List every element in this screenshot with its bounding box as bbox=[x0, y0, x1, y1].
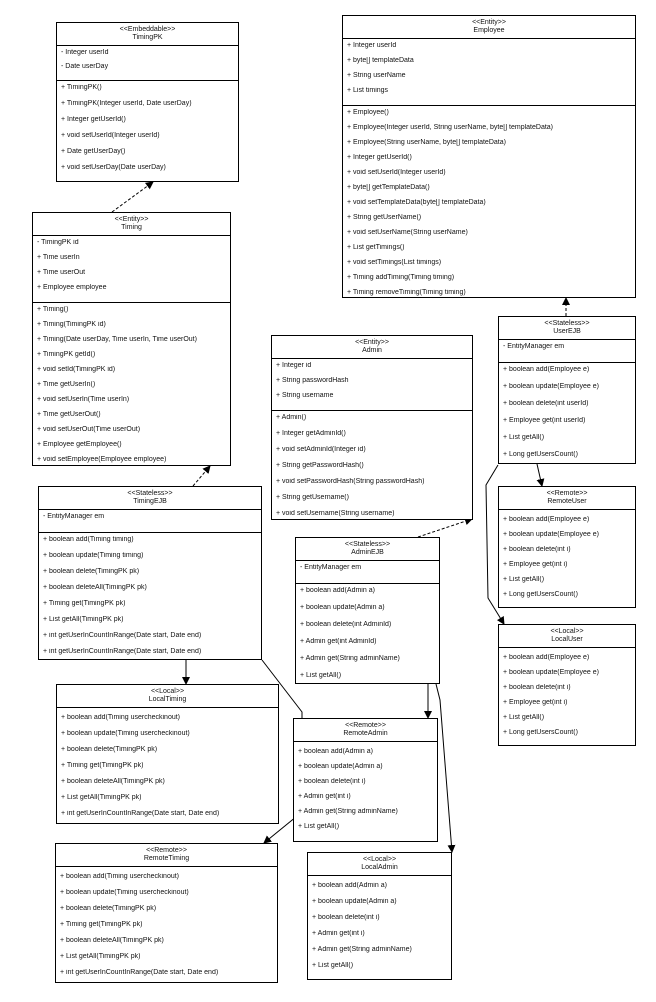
method: + Timing removeTiming(Timing timing) bbox=[347, 289, 466, 297]
class-timingejb bbox=[38, 486, 262, 660]
stereotype: <<Embeddable>> bbox=[119, 26, 176, 33]
method: + Time getUserIn() bbox=[37, 381, 96, 389]
class-header bbox=[272, 336, 472, 359]
class-localuser bbox=[498, 624, 636, 746]
method: + Timing get(TimingPK pk) bbox=[61, 762, 144, 770]
class-header bbox=[499, 487, 635, 509]
method: + boolean add(Admin a) bbox=[300, 587, 375, 595]
method: + boolean add(Admin a) bbox=[312, 882, 387, 890]
method: + int getUserInCountInRange(Date start, Date end) bbox=[60, 969, 219, 977]
attributes bbox=[499, 340, 635, 363]
class-name: Admin bbox=[362, 347, 382, 355]
method: + Long getUsersCount() bbox=[503, 591, 578, 599]
attribute: - EntityManager em bbox=[43, 513, 105, 521]
method: + Integer getAdminId() bbox=[276, 430, 346, 438]
method: + Integer getUserId() bbox=[347, 154, 412, 162]
class-localtiming bbox=[56, 684, 279, 824]
stereotype: <<Remote>> bbox=[345, 722, 386, 729]
stereotype: <<Entity>> bbox=[472, 19, 506, 26]
class-name: RemoteTiming bbox=[143, 855, 190, 863]
method: + List getAll(TimingPK pk) bbox=[61, 794, 142, 802]
methods bbox=[56, 866, 277, 988]
method: + TimingPK() bbox=[61, 84, 102, 92]
method: + boolean update(Timing timing) bbox=[43, 552, 144, 560]
class-name: LocalTiming bbox=[148, 696, 187, 704]
attribute: - TimingPK id bbox=[37, 239, 79, 247]
method: + boolean update(Employee e) bbox=[503, 531, 599, 539]
method: + List getAll(TimingPK pk) bbox=[60, 953, 141, 961]
class-name: TimingEJB bbox=[133, 498, 167, 506]
method: + void setUsername(String username) bbox=[276, 510, 395, 518]
attribute: - EntityManager em bbox=[300, 564, 362, 572]
class-adminejb bbox=[295, 537, 440, 684]
method: + List getAll(TimingPK pk) bbox=[43, 616, 124, 624]
method: + boolean delete(TimingPK pk) bbox=[60, 905, 157, 913]
class-name: AdminEJB bbox=[351, 549, 384, 557]
methods bbox=[57, 81, 238, 183]
method: + byte[] getTemplateData() bbox=[347, 184, 430, 192]
attributes bbox=[296, 561, 439, 584]
method: + void setUserOut(Time userOut) bbox=[37, 426, 141, 434]
method: + boolean update(Timing usercheckinout) bbox=[60, 889, 189, 897]
stereotype: <<Local>> bbox=[550, 628, 584, 635]
method: + boolean add(Employee e) bbox=[503, 516, 590, 524]
class-header bbox=[294, 719, 437, 741]
stereotype: <<Stateless>> bbox=[127, 490, 173, 497]
class-name: LocalUser bbox=[551, 636, 583, 644]
stereotype: <<Remote>> bbox=[546, 490, 588, 497]
method: + Employee() bbox=[347, 109, 389, 117]
method: + Timing addTiming(Timing timing) bbox=[347, 274, 455, 282]
attribute: + String userName bbox=[347, 72, 406, 80]
method: + Admin get(int i) bbox=[298, 793, 351, 801]
method: + void setUserName(String userName) bbox=[347, 229, 468, 237]
method: + String getPasswordHash() bbox=[276, 462, 364, 470]
method: + Long getUsersCount() bbox=[503, 729, 578, 737]
method: + Employee get(int i) bbox=[503, 561, 568, 569]
class-header bbox=[296, 538, 439, 561]
attribute: + Employee employee bbox=[37, 284, 107, 292]
class-header bbox=[343, 16, 635, 39]
attributes bbox=[272, 359, 472, 411]
method: + Long getUsersCount() bbox=[503, 451, 578, 459]
method: + Timing get(TimingPK pk) bbox=[60, 921, 143, 929]
class-employee bbox=[342, 15, 636, 298]
class-localadmin bbox=[307, 852, 452, 980]
class-name: TimingPK bbox=[132, 34, 163, 42]
method: + void setUserIn(Time userIn) bbox=[37, 396, 130, 404]
method: + Employee(Integer userId, String userName, byte[] templateData) bbox=[347, 124, 554, 132]
method: + Employee get(int userId) bbox=[503, 417, 586, 425]
stereotype: <<Local>> bbox=[150, 688, 185, 695]
class-header bbox=[499, 317, 635, 340]
method: + List getAll() bbox=[298, 823, 340, 831]
method: + List getAll() bbox=[503, 576, 545, 584]
class-name: Timing bbox=[121, 224, 142, 232]
method: + List getAll() bbox=[503, 714, 545, 722]
method: + TimingPK getId() bbox=[37, 351, 96, 359]
method: + boolean delete(TimingPK pk) bbox=[43, 568, 140, 576]
method: + Integer getUserId() bbox=[61, 116, 126, 124]
methods bbox=[33, 303, 230, 474]
method: + Admin() bbox=[276, 414, 307, 422]
method: + boolean update(Employee e) bbox=[503, 669, 599, 677]
attribute: - Integer userId bbox=[61, 49, 109, 57]
method: + Admin get(String adminName) bbox=[298, 808, 398, 816]
methods bbox=[57, 707, 278, 829]
methods bbox=[343, 106, 635, 307]
class-header bbox=[56, 844, 277, 866]
method: + boolean delete(int userId) bbox=[503, 400, 589, 408]
methods bbox=[308, 875, 451, 981]
method: + boolean deleteAll(TimingPK pk) bbox=[43, 584, 147, 592]
attribute: + Time userOut bbox=[37, 269, 86, 277]
method: + boolean update(Admin a) bbox=[312, 898, 397, 906]
method: + boolean delete(int AdminId) bbox=[300, 621, 392, 629]
class-name: RemoteUser bbox=[547, 498, 587, 506]
class-header bbox=[57, 685, 278, 707]
method: + List getAll() bbox=[300, 672, 342, 680]
method: + Employee(String userName, byte[] templateData) bbox=[347, 139, 506, 147]
method: + Date getUserDay() bbox=[61, 148, 126, 156]
methods bbox=[499, 363, 635, 471]
method: + boolean delete(int i) bbox=[298, 778, 366, 786]
method: + void setTimings(List timings) bbox=[347, 259, 442, 267]
method: + void setUserId(Integer userId) bbox=[61, 132, 160, 140]
class-name: LocalAdmin bbox=[361, 864, 398, 872]
class-admin bbox=[271, 335, 473, 520]
method: + Admin get(int i) bbox=[312, 930, 365, 938]
methods bbox=[296, 584, 439, 692]
method: + List getAll() bbox=[312, 962, 354, 970]
class-remoteuser bbox=[498, 486, 636, 608]
method: + boolean update(Admin a) bbox=[298, 763, 383, 771]
class-timing bbox=[32, 212, 231, 466]
method: + boolean add(Employee e) bbox=[503, 366, 590, 374]
attribute: + Integer id bbox=[276, 362, 312, 370]
method: + boolean deleteAll(TimingPK pk) bbox=[60, 937, 164, 945]
link-adminejb-to-localadmin bbox=[436, 684, 452, 852]
method: + List getAll() bbox=[503, 434, 545, 442]
attribute: + Integer userId bbox=[347, 42, 397, 50]
method: + boolean add(Timing usercheckinout) bbox=[60, 873, 180, 881]
method: + boolean add(Timing timing) bbox=[43, 536, 134, 544]
method: + void setId(TimingPK id) bbox=[37, 366, 116, 374]
method: + Timing() bbox=[37, 306, 69, 314]
class-remotetiming bbox=[55, 843, 278, 983]
class-userejb bbox=[498, 316, 636, 464]
method: + boolean update(Timing usercheckinout) bbox=[61, 730, 190, 738]
attributes bbox=[33, 236, 230, 303]
methods bbox=[499, 509, 635, 609]
class-name: UserEJB bbox=[553, 328, 581, 336]
stereotype: <<Stateless>> bbox=[544, 320, 590, 327]
method: + boolean deleteAll(TimingPK pk) bbox=[61, 778, 165, 786]
method: + void setPasswordHash(String passwordHash) bbox=[276, 478, 425, 486]
method: + boolean delete(int i) bbox=[503, 684, 571, 692]
methods bbox=[272, 411, 472, 529]
method: + boolean add(Admin a) bbox=[298, 748, 373, 756]
method: + TimingPK(Integer userId, Date userDay) bbox=[61, 100, 192, 108]
method: + Admin get(int AdminId) bbox=[300, 638, 377, 646]
method: + boolean update(Admin a) bbox=[300, 604, 385, 612]
method: + boolean add(Timing usercheckinout) bbox=[61, 714, 181, 722]
methods bbox=[499, 647, 635, 747]
attribute: - Date userDay bbox=[61, 63, 109, 71]
attribute: + String username bbox=[276, 392, 334, 400]
method: + Time getUserOut() bbox=[37, 411, 101, 419]
class-header bbox=[57, 23, 238, 46]
method: + List getTimings() bbox=[347, 244, 405, 252]
attributes bbox=[39, 510, 261, 533]
methods bbox=[294, 741, 437, 841]
class-name: RemoteAdmin bbox=[343, 730, 388, 738]
stereotype: <<Stateless>> bbox=[344, 541, 391, 548]
method: + Employee getEmployee() bbox=[37, 441, 122, 449]
class-header bbox=[499, 625, 635, 647]
method: + boolean delete(int i) bbox=[312, 914, 380, 922]
method: + void setUserId(Integer userId) bbox=[347, 169, 446, 177]
stereotype: <<Entity>> bbox=[114, 216, 149, 223]
attribute: + byte[] templateData bbox=[347, 57, 414, 65]
stereotype: <<Local>> bbox=[362, 856, 397, 863]
method: + void setUserDay(Date userDay) bbox=[61, 164, 166, 172]
method: + Timing(TimingPK id) bbox=[37, 321, 106, 329]
method: + Admin get(String adminName) bbox=[300, 655, 400, 663]
class-name: Employee bbox=[473, 27, 505, 35]
method: + Admin get(String adminName) bbox=[312, 946, 412, 954]
method: + Employee get(int i) bbox=[503, 699, 568, 707]
method: + String getUserName() bbox=[347, 214, 422, 222]
method: + boolean add(Employee e) bbox=[503, 654, 590, 662]
method: + String getUsername() bbox=[276, 494, 349, 502]
method: + void setAdminId(Integer id) bbox=[276, 446, 366, 454]
attributes bbox=[343, 39, 635, 106]
method: + int getUserInCountInRange(Date start, Date end) bbox=[43, 632, 202, 640]
attribute: - EntityManager em bbox=[503, 343, 565, 351]
method: + Timing(Date userDay, Time userIn, Time userOut) bbox=[37, 336, 197, 344]
attribute: + List timings bbox=[347, 87, 389, 95]
class-timingpk bbox=[56, 22, 239, 182]
method: + void setEmployee(Employee employee) bbox=[37, 456, 167, 464]
class-remoteadmin bbox=[293, 718, 438, 842]
method: + boolean delete(int i) bbox=[503, 546, 571, 554]
class-header bbox=[39, 487, 261, 510]
method: + boolean delete(TimingPK pk) bbox=[61, 746, 158, 754]
attribute: + Time userIn bbox=[37, 254, 80, 262]
method: + boolean update(Employee e) bbox=[503, 383, 599, 391]
method: + int getUserInCountInRange(Date start, Date end) bbox=[61, 810, 220, 818]
class-header bbox=[33, 213, 230, 236]
method: + void setTemplateData(byte[] templateData) bbox=[347, 199, 486, 207]
attributes bbox=[57, 46, 238, 81]
method: + int getUserInCountInRange(Date start, Date end) bbox=[43, 648, 202, 656]
dep-timing-to-timingpk bbox=[112, 182, 153, 212]
stereotype: <<Entity>> bbox=[355, 339, 389, 346]
attribute: + String passwordHash bbox=[276, 377, 349, 385]
class-header bbox=[308, 853, 451, 875]
method: + Timing get(TimingPK pk) bbox=[43, 600, 126, 608]
stereotype: <<Remote>> bbox=[146, 847, 187, 854]
methods bbox=[39, 533, 261, 667]
